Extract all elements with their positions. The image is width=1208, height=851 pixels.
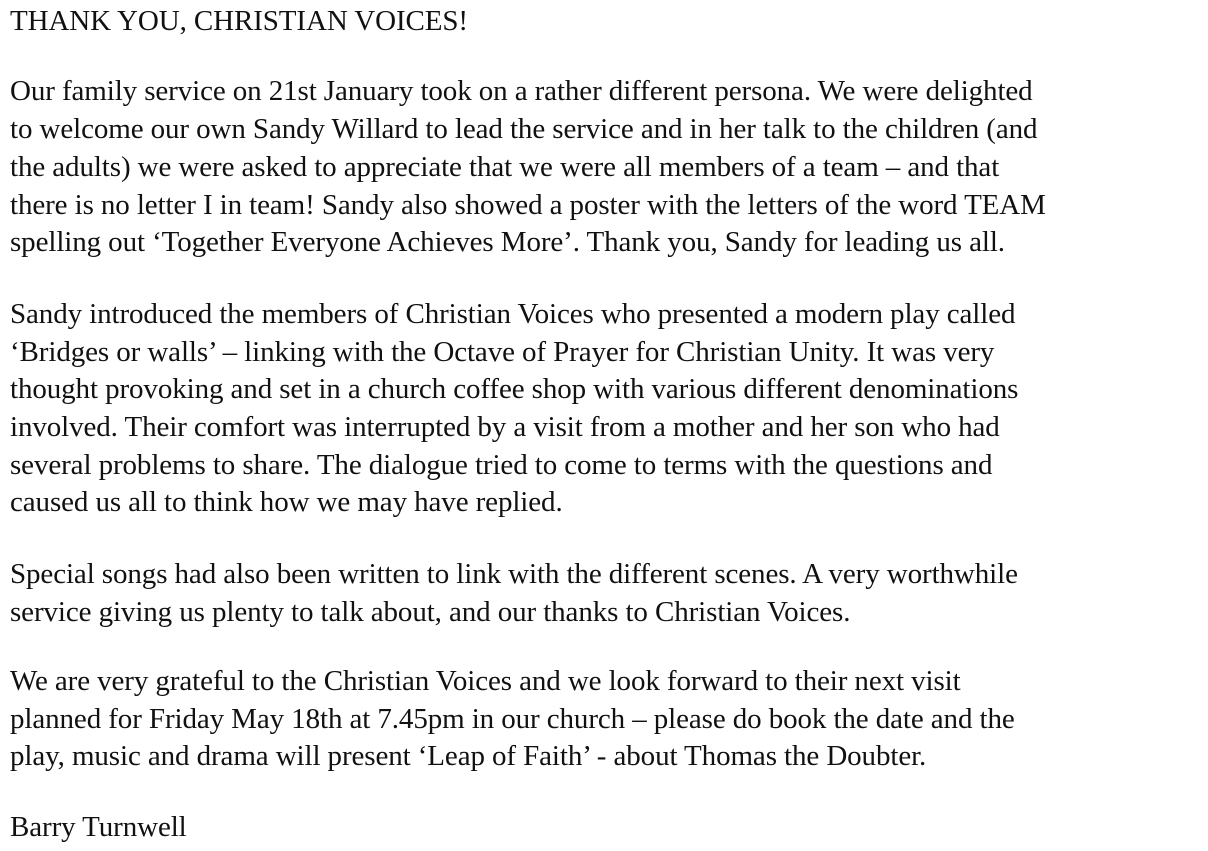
paragraph-line: Sandy introduced the members of Christian Voices who presented a modern play called <box>10 298 1016 330</box>
paragraph-line: planned for Friday May 18th at 7.45pm in our church – please do book the date and the <box>10 703 1015 735</box>
signature: Barry Turnwell <box>10 811 187 843</box>
paragraph-line: play, music and drama will present ‘Leap of Faith’ - about Thomas the Doubter. <box>10 740 927 772</box>
paragraph-line: caused us all to think how we may have replied. <box>10 486 563 518</box>
paragraph-line: involved. Their comfort was interrupted by a visit from a mother and her son who had <box>10 411 1000 443</box>
paragraph-line: Special songs had also been written to link with the different scenes. A very worthwhile <box>10 558 1018 590</box>
paragraph-line: service giving us plenty to talk about, and our thanks to Christian Voices. <box>10 596 851 628</box>
paragraph-line: spelling out ‘Together Everyone Achieves More’. Thank you, Sandy for leading us all. <box>10 226 1005 258</box>
paragraph-line: the adults) we were asked to appreciate that we were all members of a team – and that <box>10 151 1000 183</box>
document-title: THANK YOU, CHRISTIAN VOICES! <box>10 5 468 37</box>
paragraph-line: several problems to share. The dialogue tried to come to terms with the questions and <box>10 449 993 481</box>
paragraph-line: thought provoking and set in a church coffee shop with various different denominations <box>10 373 1019 405</box>
paragraph-line: to welcome our own Sandy Willard to lead the service and in her talk to the children (and <box>10 113 1038 145</box>
paragraph-line: ‘Bridges or walls’ – linking with the Octave of Prayer for Christian Unity. It was very <box>10 336 995 368</box>
paragraph-line: We are very grateful to the Christian Voices and we look forward to their next visit <box>10 665 961 697</box>
paragraph-line: Our family service on 21st January took on a rather different persona. We were delighted <box>10 75 1033 107</box>
paragraph-line: there is no letter I in team! Sandy also showed a poster with the letters of the word TEAM <box>10 189 1046 221</box>
